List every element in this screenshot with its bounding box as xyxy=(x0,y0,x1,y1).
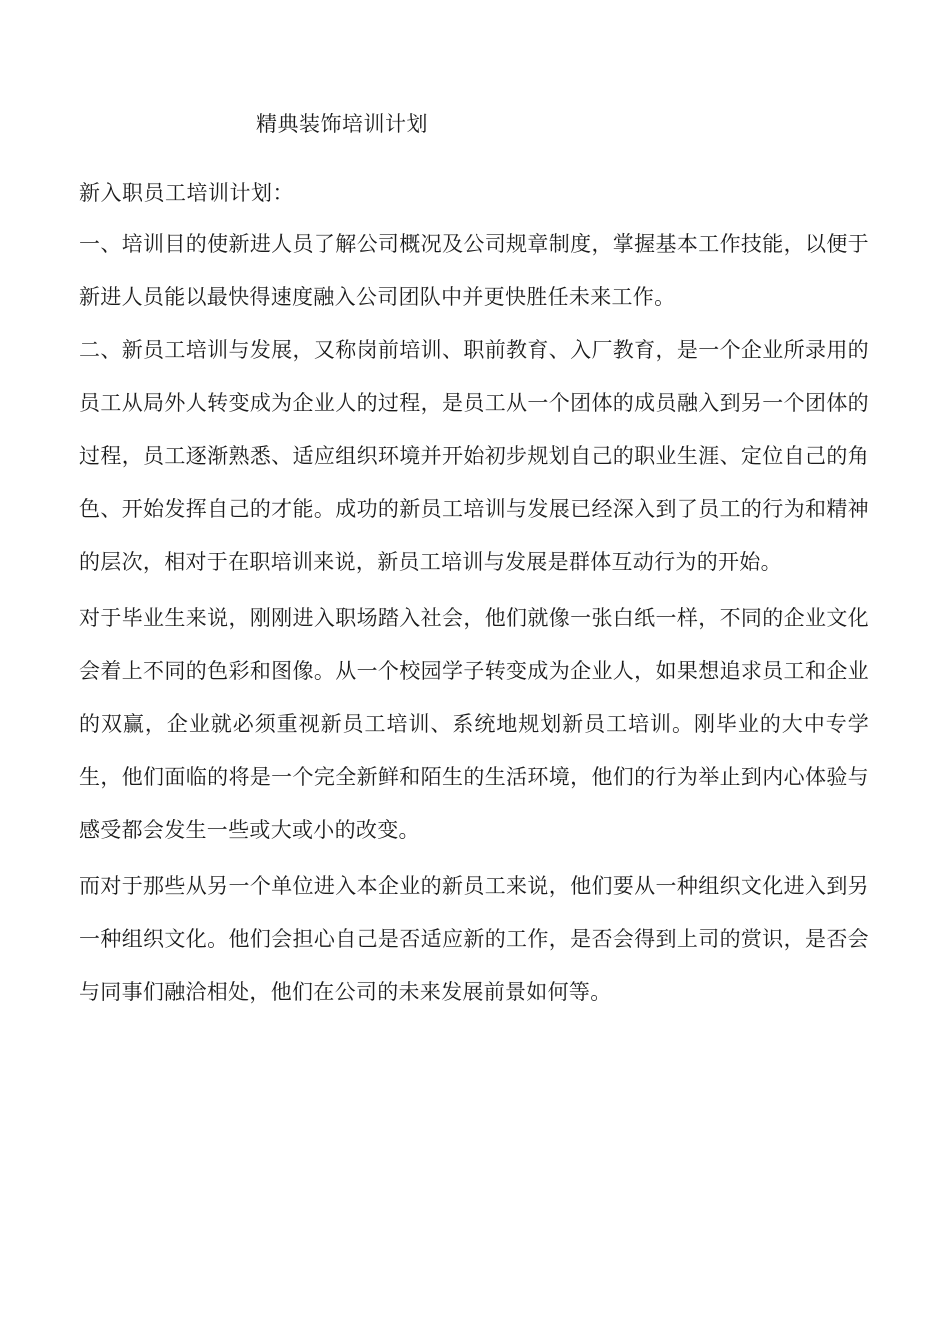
paragraph-training-development: 二、新员工培训与发展，又称岗前培训、职前教育、入厂教育，是一个企业所录用的员工从局外人转变成为企业人的过程，是员工从一个团体的成员融入到另一个团体的过程，员工逐渐熟悉、适应组织环境并开始初步规划自己的职业生涯、定位自己的角色、开始发挥自己的才能。成功的新员工培训与发展已经深入到了员工的行为和精神的层次，相对于在职培训来说，新员工培训与发展是群体互动行为的开始。 xyxy=(79,338,869,574)
document-title: 精典装饰培训计划 xyxy=(256,112,428,136)
paragraph-experienced-hires: 而对于那些从另一个单位进入本企业的新员工来说，他们要从一种组织文化进入到另一种组织文化。他们会担心自己是否适应新的工作，是否会得到上司的赏识，是否会与同事们融洽相处，他们在公司的未来发展前景如何等。 xyxy=(79,874,869,1004)
paragraph-training-purpose: 一、培训目的使新进人员了解公司概况及公司规章制度，掌握基本工作技能，以便于新进人员能以最快得速度融入公司团队中并更快胜任未来工作。 xyxy=(79,232,869,309)
section-heading: 新入职员工培训计划： xyxy=(79,181,294,205)
paragraph-graduates: 对于毕业生来说，刚刚进入职场踏入社会，他们就像一张白纸一样，不同的企业文化会着上不同的色彩和图像。从一个校园学子转变成为企业人，如果想追求员工和企业的双赢，企业就必须重视新员工培训、系统地规划新员工培训。刚毕业的大中专学生，他们面临的将是一个完全新鲜和陌生的生活环境，他们的行为举止到内心体验与感受都会发生一些或大或小的改变。 xyxy=(79,606,869,842)
